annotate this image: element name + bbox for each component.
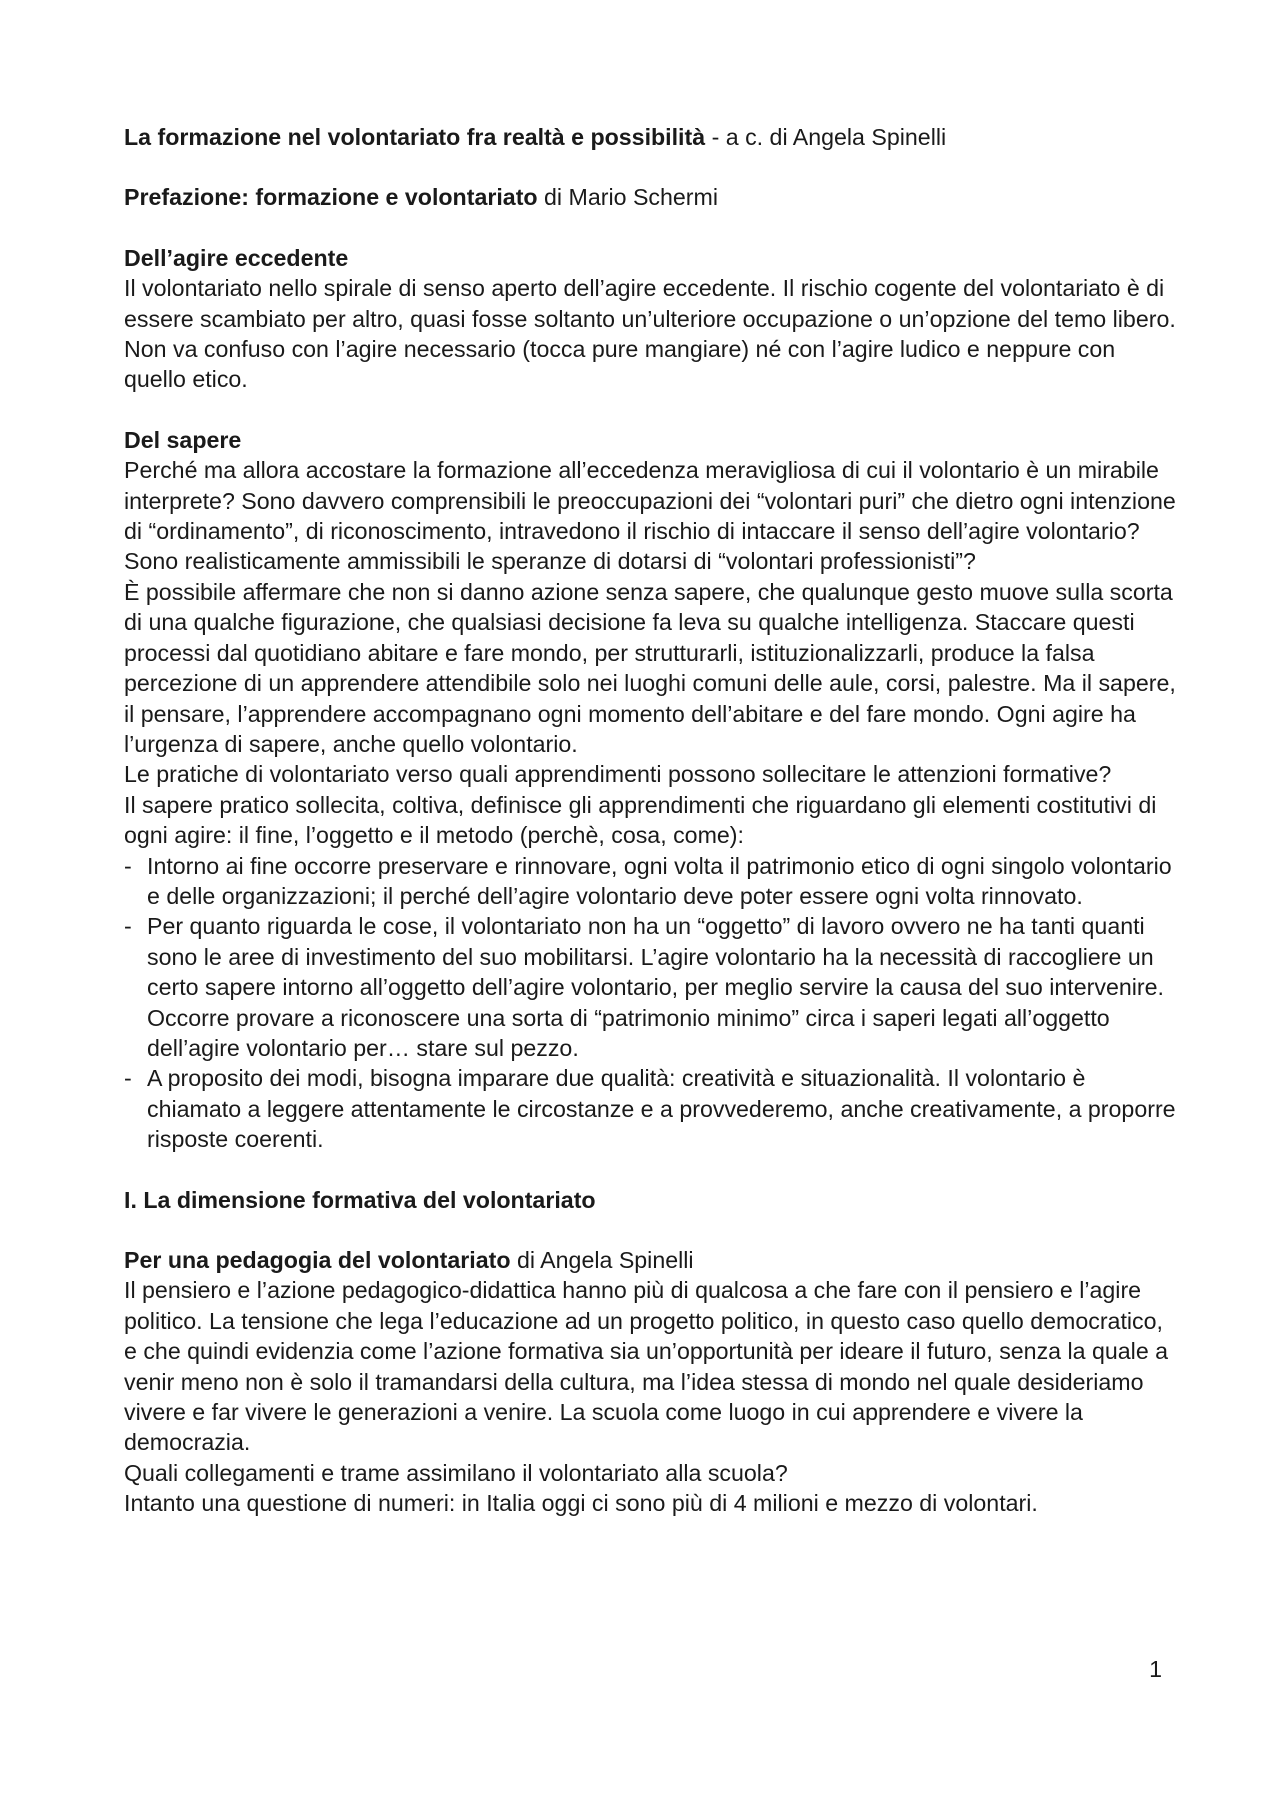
section-title: Per una pedagogia del volontariato [124, 1247, 511, 1273]
document-page [124, 122, 1176, 1519]
page-number: 1 [1149, 1656, 1162, 1682]
section-title-line [124, 1245, 1176, 1275]
section-paragraph: Intanto una questione di numeri: in Italia oggi ci sono più di 4 milioni e mezzo di volontari. [124, 1490, 1038, 1517]
list-item: - Per quanto riguarda le cose, il volontariato non ha un “oggetto” di lavoro ovvero ne ha tanti quanti sono le aree di investimento del suo mobilitarsi. L’agire volontario ha la necessità di raccogliere un certo sapere intorno all’oggetto dell’agire volontario, per meglio servire la causa del suo intervenire. Occorre provare a riconoscere una sorta di “patrimonio minimo” circa i saperi legati all’oggetto dell’agire volontario per… stare sul pezzo. [124, 911, 1176, 1063]
preface-title-line [124, 182, 1176, 212]
preface-title: Prefazione: formazione e volontariato [124, 184, 538, 211]
section-paragraph: Quali collegamenti e trame assimilano il volontariato alla scuola? [124, 1459, 788, 1486]
book-title: La formazione nel volontariato fra realtà e possibilità [124, 124, 706, 150]
section-pedagogia [124, 1245, 1176, 1519]
section-heading: Dell’agire eccedente [124, 244, 349, 271]
section-paragraph: Le pratiche di volontariato verso quali apprendimenti possono sollecitare le attenzioni formative? [124, 761, 1112, 788]
section-paragraph: Il sapere pratico sollecita, coltiva, definisce gli apprendimenti che riguardano gli elementi costitutivi di ogni agire: il fine, l’oggetto e il metodo (perchè, cosa, come): [124, 791, 1157, 849]
section-paragraph: Il pensiero e l’azione pedagogico-didattica hanno più di qualcosa a che fare con il pensiero e l’agire politico. La tensione che lega l’educazione ad un progetto politico, in questo caso quello democratico, e che quindi evidenzia come l’azione formativa sia un’opportunità per ideare il futuro, senza la quale a venir meno non è solo il tramandarsi della cultura, ma l’idea stessa di mondo nel quale desideriamo vivere e far vivere le generazioni a venire. La scuola come luogo in cui apprendere e vivere la democrazia. [124, 1277, 1169, 1456]
section-paragraph: È possibile affermare che non si danno azione senza sapere, che qualunque gesto muove sulla scorta di una qualche figurazione, che qualsiasi decisione fa leva su qualche intelligenza. Staccare questi processi dal quotidiano abitare e fare mondo, per strutturarli, istituzionalizzarli, produce la falsa percezione di un apprendere attendibile solo nei luoghi comuni delle aule, corsi, palestre. Ma il sapere, il pensare, l’apprendere accompagnano ogni momento dell’abitare e del fare mondo. Ogni agire ha l’urgenza di sapere, anche quello volontario. [124, 578, 1176, 757]
book-title-line [124, 122, 1176, 152]
section-agire-eccedente [124, 243, 1176, 395]
section-paragraph: Perché ma allora accostare la formazione all’eccedenza meravigliosa di cui il volontario è un mirabile interprete? Sono davvero comprensibili le preoccupazioni dei “volontari puri” che dietro ogni intenzione di “ordinamento”, di riconoscimento, intravedono il rischio di intaccare il senso dell’agire volontario? Sono realisticamente ammissibili le speranze di dotarsi di “volontari professionisti”? [124, 457, 1176, 575]
section-paragraph: Il volontariato nello spirale di senso aperto dell’agire eccedente. Il rischio cogente del volontariato è di essere scambiato per altro, quasi fosse soltanto un’ulteriore occupazione o un’opzione del temo libero. Non va confuso con l’agire necessario (tocca pure mangiare) né con l’agire ludico e neppure con quello etico. [124, 275, 1176, 393]
section-author: di Angela Spinelli [510, 1247, 694, 1273]
preface-author: di Mario Schermi [537, 184, 718, 211]
section-heading: Del sapere [124, 426, 242, 453]
chapter-heading: I. La dimensione formativa del volontariato [124, 1186, 596, 1213]
book-editor: - a c. di Angela Spinelli [705, 124, 947, 150]
list-item: - A proposito dei modi, bisogna imparare due qualità: creatività e situazionalità. Il volontario è chiamato a leggere attentamente le circostanze e a provvederemo, anche creativamente, a proporre risposte coerenti. [124, 1063, 1176, 1154]
dash-list [124, 851, 1176, 1155]
section-del-sapere [124, 425, 1176, 1155]
list-item: - Intorno ai fine occorre preservare e rinnovare, ogni volta il patrimonio etico di ogni singolo volontario e delle organizzazioni; il perché dell’agire volontario deve poter essere ogni volta rinnovato. [124, 851, 1176, 912]
